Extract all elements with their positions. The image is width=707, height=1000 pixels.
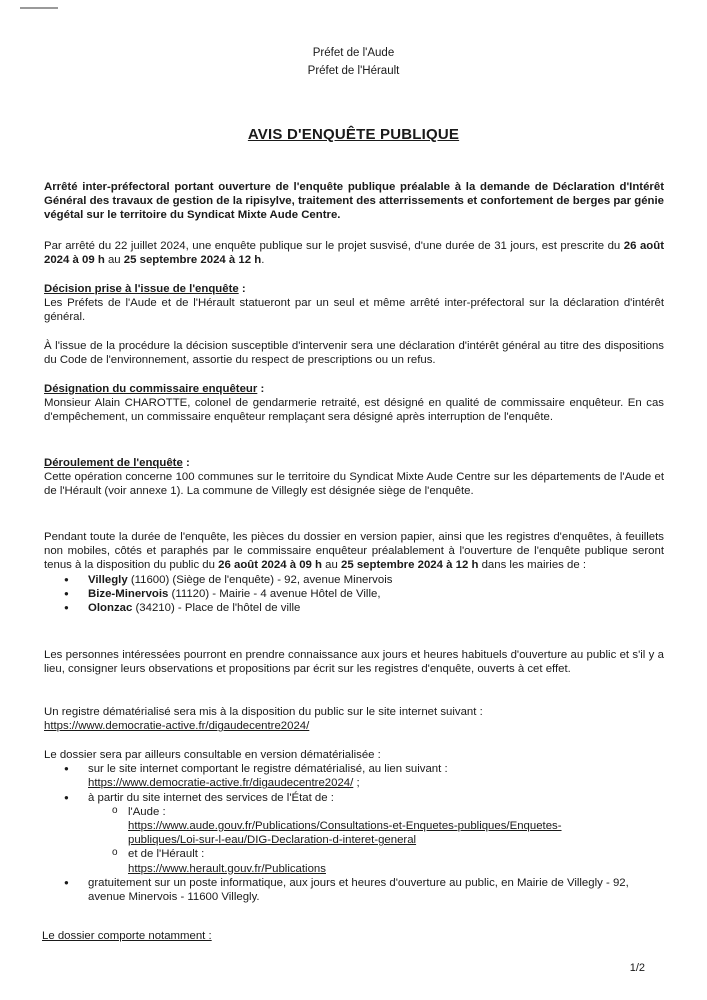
intro-paragraph: Arrêté inter-préfectoral portant ouverture de l'enquête publique préalable à la demande de Déclaration d'Intérêt Général des travaux de gestion de la ripisylve, traitement des atterrissements et confortement de berges par génie végétal sur le territoire du Syndicat Mixte Aude Centre. <box>44 181 664 222</box>
text: Par arrêté du 22 juillet 2024, une enquête publique sur le projet susvisé, d'une durée de 31 jours, est prescrite du <box>44 240 624 252</box>
section-heading: Désignation du commissaire enquêteur <box>44 383 258 395</box>
date-start: 26 août 2024 à 09 h <box>44 240 664 267</box>
scan-mark <box>20 7 58 9</box>
mairie-address: (11120) - Mairie - 4 avenue Hôtel de Ville, <box>168 587 381 600</box>
text: o l'Aude : <box>128 805 166 818</box>
prefets-header <box>0 44 707 80</box>
paragraph-arrete <box>44 239 664 267</box>
date-start: 26 août 2024 à 09 h <box>218 559 322 572</box>
mairie-name: Villegly <box>88 573 128 586</box>
section-commissaire <box>44 382 664 425</box>
text: au <box>104 254 124 267</box>
prefet-aude: Préfet de l'Aude <box>312 47 395 59</box>
paragraph-consultable <box>44 748 664 904</box>
text: Pendant toute la durée de l'enquête, les pièces du dossier en version papier, ainsi que les registres d'enquêtes, à feuillets non mobiles, côtés et paraphés par le commissaire enquêteur préalablement à l'ouverture de l'enquête publique seront tenus à la disposition du public du <box>44 531 664 572</box>
date-end: 25 septembre 2024 à 12 h <box>341 559 479 572</box>
section-text: Monsieur Alain CHAROTTE, colonel de gendarmerie retraité, est désigné en qualité de commissaire enquêteur. En cas d'empêchement, un commissaire enquêteur remplaçant sera désigné après interruption de l'enquête. <box>44 397 664 424</box>
list-item <box>64 876 664 904</box>
closing-line: Le dossier comporte notamment : <box>42 930 212 942</box>
mairie-name: Bize-Minervois <box>88 587 169 600</box>
paragraph-dossier <box>44 530 664 615</box>
text: . <box>261 254 265 267</box>
herault-link[interactable]: https://www.herault.gouv.fr/Publications <box>128 862 326 875</box>
section-text: Cette opération concerne 100 communes sur le territoire du Syndicat Mixte Aude Centre sur les départements de l'Aude et de l'Hérault (voir annexe 1). La commune de Villegly est désignée siège de l'enquête. <box>44 471 664 498</box>
text: Le dossier sera par ailleurs consultable en version dématérialisée : <box>44 749 381 761</box>
mairie-name: Olonzac <box>88 602 133 615</box>
text: dans les mairies de : <box>478 559 587 572</box>
link-line: https://www.aude.gouv.fr/Publications/Consultations-et-Enquetes-publiques/Enquetes- <box>128 820 562 833</box>
registre-link[interactable]: https://www.democratie-active.fr/digaudecentre2024/ <box>88 777 354 790</box>
list-item <box>112 847 664 875</box>
consultation-list <box>64 762 664 904</box>
list-item <box>64 601 664 615</box>
section-decision <box>44 282 664 325</box>
prefet-herault: Préfet de l'Hérault <box>307 65 400 77</box>
list-item <box>64 573 664 587</box>
text: Un registre dématérialisé sera mis à la disposition du public sur le site internet suivant : <box>44 706 483 718</box>
section-text: Les Préfets de l'Aude et de l'Hérault statueront par un seul et même arrêté inter-préfectoral sur la déclaration d'intérêt général. <box>44 297 664 324</box>
section-heading: Déroulement de l'enquête <box>44 457 183 469</box>
aude-link[interactable] <box>128 819 664 847</box>
text: ; <box>353 777 360 790</box>
list-item <box>112 805 664 848</box>
section-heading: Décision prise à l'issue de l'enquête <box>44 283 239 295</box>
page-title: AVIS D'ENQUÊTE PUBLIQUE <box>247 126 460 143</box>
section-deroulement <box>44 456 664 499</box>
registre-link[interactable]: https://www.democratie-active.fr/digaudecentre2024/ <box>44 720 310 733</box>
colon: : <box>257 383 265 395</box>
colon: : <box>238 283 246 295</box>
text: o et de l'Hérault : <box>128 848 205 861</box>
colon: : <box>182 457 190 469</box>
text: ● sur le site internet comportant le registre dématérialisé, au lien suivant : <box>88 763 448 776</box>
text: au <box>322 559 341 572</box>
prefecture-sites-list <box>112 805 664 876</box>
text: ● à partir du site internet des services de l'État de : <box>88 791 334 804</box>
paragraph-observations: Les personnes intéressées pourront en prendre connaissance aux jours et heures habituels d'ouverture au public et s'il y a lieu, consigner leurs observations et propositions par écrit sur les registres d'enquête, ouverts à cet effet. <box>44 649 664 676</box>
paragraph-issue: À l'issue de la procédure la décision susceptible d'intervenir sera une déclaration d'intérêt général au titre des dispositions du Code de l'environnement, assortie du respect de prescriptions ou un refus. <box>44 340 664 367</box>
text: ● gratuitement sur un poste informatique, aux jours et heures d'ouverture au public, en Mairie de Villegly - 92, avenue Minervois - 11600 Villegly. <box>88 876 629 904</box>
list-item <box>64 587 664 601</box>
mairies-list <box>64 573 664 616</box>
mairie-address: (11600) (Siège de l'enquête) - 92, avenue Minervois <box>127 573 393 586</box>
list-item <box>64 762 664 790</box>
mairie-address: (34210) - Place de l'hôtel de ville <box>132 602 301 615</box>
page-number: 1/2 <box>629 962 645 974</box>
date-end: 25 septembre 2024 à 12 h <box>123 254 262 267</box>
paragraph-registre <box>44 705 664 733</box>
link-line: publiques/Loi-sur-l-eau/DIG-Declaration-d-interet-general <box>128 834 417 847</box>
list-item <box>64 791 664 876</box>
